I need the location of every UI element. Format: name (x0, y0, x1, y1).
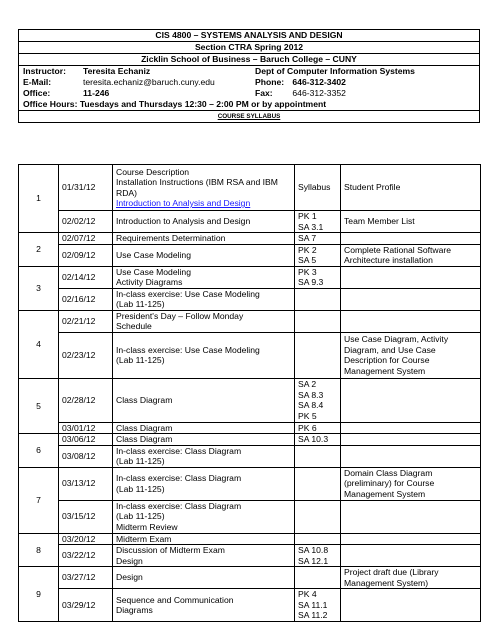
week-number: 2 (19, 233, 59, 267)
topic-cell (113, 467, 295, 500)
due-cell (341, 310, 481, 332)
topic-line: Diagrams (116, 605, 153, 615)
topic-cell (113, 434, 295, 446)
reading-line: SA 11.2 (298, 610, 328, 621)
class-date: 02/02/12 (59, 211, 113, 233)
reading-cell (295, 467, 341, 500)
reading-line: SA 8.4 (298, 400, 324, 410)
class-date: 03/20/12 (59, 533, 113, 545)
schedule-row (19, 533, 481, 545)
week-number: 5 (19, 378, 59, 434)
topic-line: Use Case Modeling (116, 266, 191, 277)
class-date: 02/14/12 (59, 266, 113, 288)
topic-cell (113, 233, 295, 245)
topic-line: Use Case Modeling (116, 249, 191, 260)
class-date: 02/28/12 (59, 378, 113, 422)
topic-line: (Lab 11-125) (116, 511, 165, 522)
topic-line: (Lab 11-125) (116, 299, 165, 309)
topic-cell (113, 244, 295, 266)
fax-number: 646-312-3352 (292, 88, 346, 98)
schedule-row (19, 211, 481, 233)
topic-line: Design (116, 555, 143, 566)
syllabus-label-cell (19, 111, 480, 123)
due-cell (341, 445, 481, 467)
schedule-row (19, 422, 481, 434)
class-date: 01/31/12 (59, 165, 113, 211)
reading-cell (295, 310, 341, 332)
reading-line: SA 10.3 (298, 434, 329, 444)
due-line: Management System) (344, 577, 429, 588)
reading-line: SA 11.1 (298, 599, 328, 610)
course-section: Section CTRA Spring 2012 (19, 42, 480, 54)
week-number: 3 (19, 266, 59, 310)
due-cell (341, 332, 481, 378)
due-line: Domain Class Diagram (344, 467, 433, 478)
reading-cell (295, 244, 341, 266)
reading-cell (295, 211, 341, 233)
syllabus-label: COURSE SYLLABUS (217, 113, 281, 120)
due-cell (341, 378, 481, 422)
due-cell (341, 467, 481, 500)
office-hours: Office Hours: Tuesdays and Thursdays 12:30 – 2:00 PM or by appointment (23, 99, 327, 109)
reading-cell (295, 332, 341, 378)
schedule-body (19, 165, 481, 622)
phone-number: 646-312-3402 (292, 77, 346, 87)
week-number: 4 (19, 310, 59, 378)
due-line: Management System (344, 365, 426, 376)
office-label: Office: (23, 88, 51, 98)
schedule-row (19, 233, 481, 245)
topic-cell (113, 567, 295, 589)
reading-line: PK 6 (298, 422, 317, 433)
schedule-row (19, 332, 481, 378)
topic-cell (113, 310, 295, 332)
class-date: 03/29/12 (59, 589, 113, 622)
reading-cell (295, 266, 341, 288)
due-line: (preliminary) for Course (344, 478, 435, 489)
topic-line: Discussion of Midterm Exam (116, 545, 225, 555)
reading-line: SA 10.8 (298, 545, 329, 555)
topic-line: Midterm Review (116, 521, 178, 532)
topic-line: Class Diagram (116, 422, 173, 433)
due-cell (341, 533, 481, 545)
schedule-row (19, 500, 481, 533)
reading-line: SA 7 (298, 233, 317, 243)
class-date: 03/22/12 (59, 545, 113, 567)
due-line: Student Profile (344, 182, 401, 193)
week-number: 9 (19, 567, 59, 622)
due-line: Team Member List (344, 216, 415, 227)
class-date: 03/01/12 (59, 422, 113, 434)
reading-cell (295, 434, 341, 446)
topic-link[interactable]: Introduction to Analysis and Design (116, 198, 251, 208)
topic-line: In-class exercise: Class Diagram (116, 500, 242, 511)
reading-cell (295, 233, 341, 245)
schedule-row (19, 165, 481, 211)
due-cell (341, 589, 481, 622)
topic-line: Course Description (116, 166, 190, 177)
due-cell (341, 567, 481, 589)
schedule-row (19, 545, 481, 567)
schedule-row (19, 434, 481, 446)
instructor-name: Teresita Echaniz (83, 66, 151, 76)
due-line: Use Case Diagram, Activity (344, 334, 449, 344)
office-number: 11-246 (83, 88, 110, 98)
reading-cell (295, 500, 341, 533)
class-date: 03/08/12 (59, 445, 113, 467)
schedule-row (19, 567, 481, 589)
reading-line: PK 2 (298, 244, 317, 255)
class-date: 02/07/12 (59, 233, 113, 245)
class-date: 03/27/12 (59, 567, 113, 589)
topic-line: Requirements Determination (116, 233, 226, 243)
phone-label: Phone: (255, 77, 285, 87)
due-cell (341, 233, 481, 245)
schedule-row (19, 445, 481, 467)
class-date: 02/21/12 (59, 310, 113, 332)
topic-line: In-class exercise: Use Case Modeling (116, 288, 260, 299)
fax-label: Fax: (255, 88, 273, 98)
topic-line: In-class exercise: Use Case Modeling (116, 344, 260, 355)
schedule-row (19, 589, 481, 622)
due-line: Management System (344, 488, 426, 499)
topic-cell (113, 422, 295, 434)
schedule-row (19, 244, 481, 266)
due-line: Diagram, and Use Case (344, 344, 436, 355)
schedule-row (19, 266, 481, 288)
schedule-table (18, 164, 481, 622)
due-cell (341, 545, 481, 567)
due-cell (341, 266, 481, 288)
due-line: Architecture installation (344, 255, 433, 265)
topic-line: Class Diagram (116, 394, 173, 405)
course-title: CIS 4800 – SYSTEMS ANALYSIS AND DESIGN (19, 30, 480, 42)
due-line: Description for Course (344, 355, 430, 365)
reading-line: Syllabus (298, 182, 331, 193)
topic-cell (113, 165, 295, 211)
topic-line: Sequence and Communication (116, 594, 234, 605)
class-date: 03/15/12 (59, 500, 113, 533)
reading-line: PK 5 (298, 410, 317, 421)
class-date: 02/16/12 (59, 288, 113, 310)
topic-line: Midterm Exam (116, 533, 172, 544)
reading-line: SA 3.1 (298, 221, 324, 232)
schedule-row (19, 378, 481, 422)
topic-line: Installation Instructions (IBM RSA and IBM RDA) (116, 177, 278, 198)
reading-line: PK 4 (298, 589, 317, 600)
reading-line: SA 12.1 (298, 555, 329, 566)
school-name: Zicklin School of Business – Baruch College – CUNY (19, 54, 480, 66)
reading-cell (295, 445, 341, 467)
schedule-row (19, 467, 481, 500)
topic-cell (113, 445, 295, 467)
reading-line: SA 5 (298, 255, 317, 265)
week-number: 1 (19, 165, 59, 233)
topic-line: Design (116, 572, 143, 583)
topic-line: Activity Diagrams (116, 277, 183, 287)
topic-line: In-class exercise: Class Diagram (116, 445, 242, 456)
topic-line: (Lab 11-125) (116, 355, 165, 365)
due-cell (341, 500, 481, 533)
due-cell (341, 288, 481, 310)
reading-line: SA 9.3 (298, 277, 324, 287)
reading-cell (295, 533, 341, 545)
reading-cell (295, 545, 341, 567)
due-line: Complete Rational Software (344, 244, 451, 255)
department: Dept of Computer Information Systems (255, 66, 415, 76)
reading-cell (295, 422, 341, 434)
reading-line: PK 1 (298, 211, 317, 221)
reading-cell (295, 165, 341, 211)
class-date: 03/06/12 (59, 434, 113, 446)
due-cell (341, 244, 481, 266)
schedule-row (19, 288, 481, 310)
due-cell (341, 434, 481, 446)
topic-cell (113, 332, 295, 378)
topic-line: In-class exercise: Class Diagram (116, 473, 242, 483)
email-label: E-Mail: (23, 77, 52, 87)
topic-cell (113, 266, 295, 288)
topic-cell (113, 211, 295, 233)
topic-cell (113, 589, 295, 622)
topic-cell (113, 288, 295, 310)
email-address: teresita.echaniz@baruch.cuny.edu (83, 77, 215, 87)
reading-cell (295, 378, 341, 422)
week-number: 8 (19, 533, 59, 567)
topic-cell (113, 533, 295, 545)
reading-line: SA 2 (298, 379, 317, 389)
reading-cell (295, 567, 341, 589)
class-date: 02/09/12 (59, 244, 113, 266)
topic-line: (Lab 11-125) (116, 483, 165, 494)
reading-line: SA 8.3 (298, 389, 324, 400)
class-date: 02/23/12 (59, 332, 113, 378)
topic-line: Introduction to Analysis and Design (116, 216, 251, 227)
topic-cell (113, 378, 295, 422)
schedule-row (19, 310, 481, 332)
course-header (18, 29, 480, 123)
reading-line: PK 3 (298, 266, 317, 277)
due-line: Project draft due (Library (344, 567, 439, 577)
topic-line: Schedule (116, 321, 152, 331)
reading-cell (295, 288, 341, 310)
due-cell (341, 211, 481, 233)
topic-line: (Lab 11-125) (116, 456, 165, 466)
topic-line: President's Day – Follow Monday (116, 310, 244, 321)
topic-line: Class Diagram (116, 434, 173, 444)
due-cell (341, 165, 481, 211)
class-date: 03/13/12 (59, 467, 113, 500)
instructor-block (19, 66, 480, 111)
topic-cell (113, 545, 295, 567)
reading-cell (295, 589, 341, 622)
week-number: 6 (19, 434, 59, 468)
topic-cell (113, 500, 295, 533)
instructor-label: Instructor: (23, 66, 66, 76)
week-number: 7 (19, 467, 59, 533)
due-cell (341, 422, 481, 434)
